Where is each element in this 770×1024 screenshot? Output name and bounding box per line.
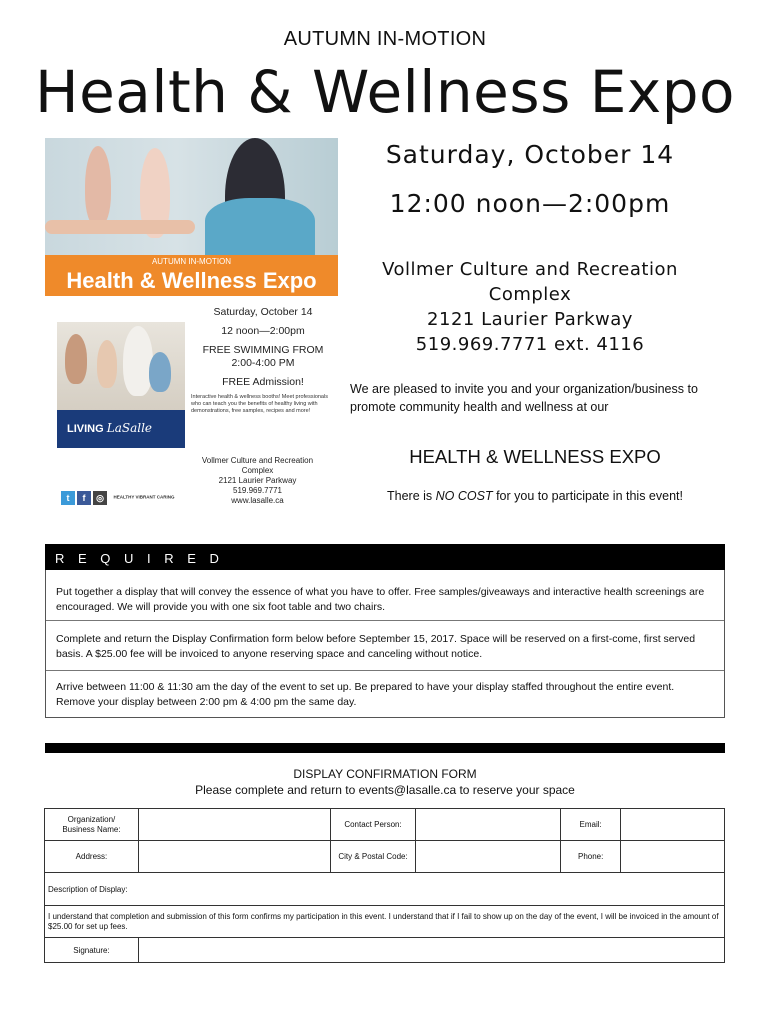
description-label: Description of Display:	[48, 884, 128, 894]
org-field[interactable]	[138, 809, 330, 841]
venue-phone: 519.969.7771 ext. 4116	[415, 334, 645, 355]
form-title: DISPLAY CONFIRMATION FORM	[293, 767, 477, 781]
living-lasalle-logo: LIVING LaSalle	[57, 410, 185, 448]
poster-date: Saturday, October 14	[213, 306, 313, 318]
poster-banner-subtitle: AUTUMN IN-MOTION	[151, 257, 232, 266]
address-field[interactable]	[138, 841, 330, 873]
confirmation-form	[44, 808, 725, 963]
event-date: Saturday, October 14	[385, 140, 675, 169]
poster-banner	[45, 255, 338, 296]
email-field[interactable]	[621, 809, 725, 841]
poster-time: 12 noon—2:00pm	[221, 325, 305, 337]
social-links	[61, 488, 211, 504]
twitter-icon: t	[61, 491, 75, 505]
supertitle: AUTUMN IN-MOTION	[283, 28, 487, 50]
phone-field[interactable]	[621, 841, 725, 873]
signature-field[interactable]	[138, 938, 724, 963]
poster-swim: FREE SWIMMING FROM 2:00-4:00 PM	[202, 344, 324, 369]
contact-field[interactable]	[416, 809, 561, 841]
facebook-icon: f	[77, 491, 91, 505]
event-time: 12:00 noon—2:00pm	[389, 189, 671, 218]
poster-banner-title: Health & Wellness Expo	[66, 268, 317, 293]
form-divider-bar	[45, 743, 725, 753]
required-item-3: Arrive between 11:00 & 11:30 am the day of the event to set up. Be prepared to have your display staffed throughout the entire event. Remove your display between 2:00 pm & 4:00 pm the same day.	[56, 681, 675, 708]
org-label: Organization/ Business Name:	[45, 809, 139, 841]
venue-name: Vollmer Culture and Recreation Complex	[382, 259, 678, 305]
signature-label: Signature:	[45, 938, 139, 963]
agreement-text: I understand that completion and submission of this form confirms my participation in this event. I understand that if I fail to show up on the day of the event, I will be invoiced in the amount of $25.00 for set up fees.	[45, 906, 725, 938]
email-label: Email:	[561, 809, 621, 841]
required-heading: R E Q U I R E D	[45, 544, 725, 570]
required-item-2: Complete and return the Display Confirmation form below before September 15, 2017. Space will be reserved on a first-come, first served basis. A $25.00 fee will be invoiced to anyone reserving space and canceling without notice.	[56, 633, 696, 660]
city-field[interactable]	[416, 841, 561, 873]
invite-text: We are pleased to invite you and your organization/business to promote community health and wellness at our	[350, 382, 698, 414]
poster-venue: Vollmer Culture and Recreation Complex 2121 Laurier Parkway 519.969.7771 www.lasalle.ca	[201, 456, 314, 505]
phone-label: Phone:	[561, 841, 621, 873]
yoga-photo	[45, 138, 338, 255]
poster-admission: FREE Admission!	[222, 376, 304, 388]
event-venue	[360, 257, 700, 357]
divider	[46, 670, 724, 671]
cost-notice: There is NO COST for you to participate in this event!	[387, 489, 683, 503]
venue-address: 2121 Laurier Parkway	[427, 309, 633, 330]
form-subtitle: Please complete and return to events@lasalle.ca to reserve your space	[195, 783, 575, 797]
description-field[interactable]	[45, 873, 725, 906]
divider	[46, 620, 724, 621]
required-item-1: Put together a display that will convey the essence of what you have to offer. Free samples/giveaways and interactive health screenings are encouraged. We will provide you with one six foot table and two chairs.	[56, 586, 705, 613]
contact-label: Contact Person:	[330, 809, 416, 841]
address-label: Address:	[45, 841, 139, 873]
expo-heading: HEALTH & WELLNESS EXPO	[409, 446, 661, 467]
instagram-icon: ◎	[93, 491, 107, 505]
event-poster	[45, 138, 338, 510]
page-title: Health & Wellness Expo	[34, 58, 735, 126]
required-box	[45, 570, 725, 718]
city-label: City & Postal Code:	[330, 841, 416, 873]
poster-tagline: HEALTHY VIBRANT CARING	[113, 494, 175, 500]
poster-blurb: Interactive health & wellness booths! Meet professionals who can teach you the benefits of healthy living with demonstrations, free samples, recipes and more!	[191, 394, 328, 415]
